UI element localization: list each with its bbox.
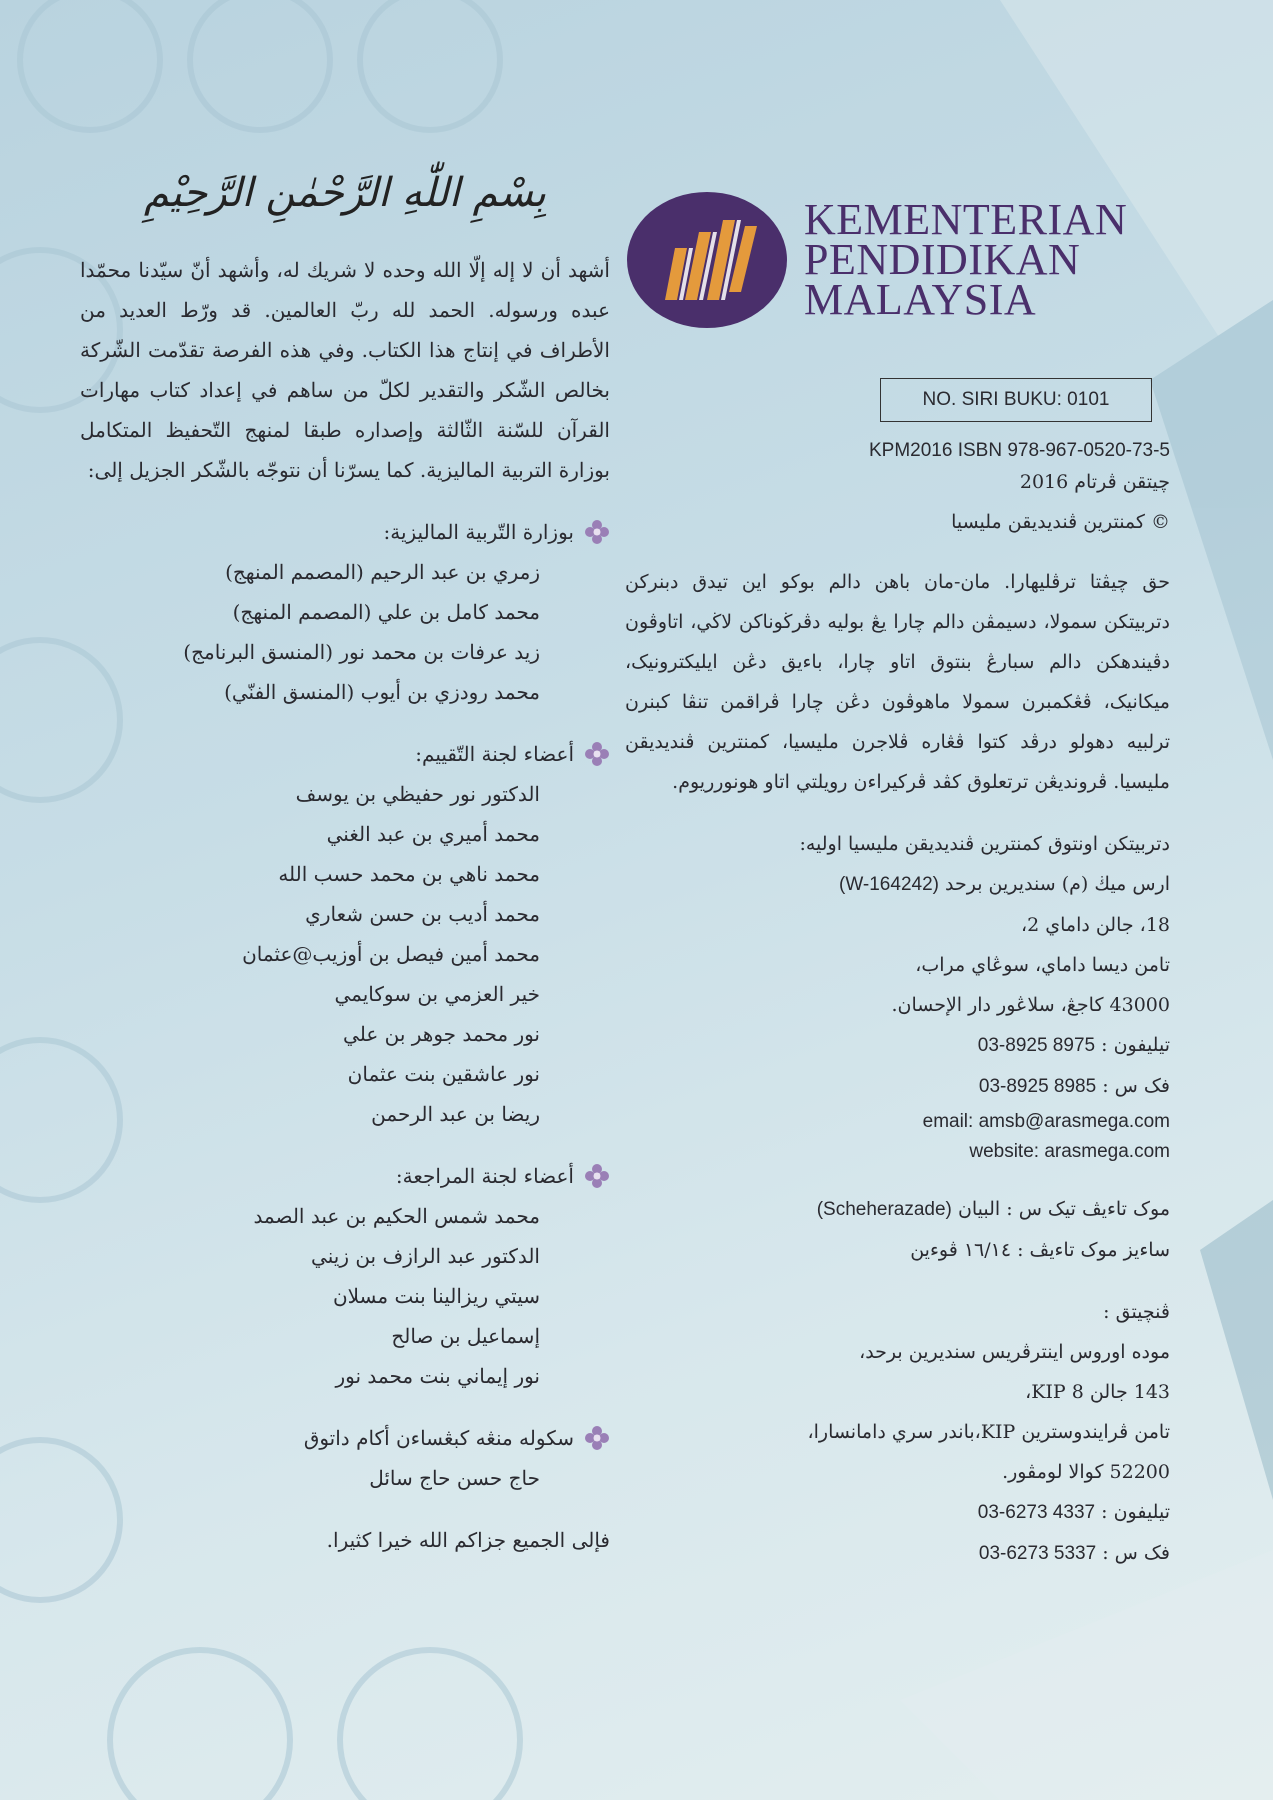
typeface-line	[625, 1189, 1170, 1230]
publication-info-column	[625, 190, 1170, 1574]
printer-name: موده اوروس اينترڤريس سنديرين برحد،	[859, 1341, 1170, 1363]
list-item: الدكتور نور حفيظي بن يوسف	[295, 782, 540, 806]
list-item: نور عاشقين بنت عثمان	[347, 1062, 540, 1086]
printer-label: ڤنچيتق :	[1103, 1301, 1170, 1323]
list-item: زمري بن عبد الرحيم (المصمم المنهج)	[225, 560, 540, 584]
publisher-address-line: تامن ديسا داماي، سوڠاي مراب،	[915, 954, 1170, 976]
list-item: نور محمد جوهر بن علي	[343, 1022, 540, 1046]
flower-bullet-icon	[584, 1425, 610, 1451]
section-ministry	[80, 512, 610, 712]
publisher-website: website: arasmega.com	[969, 1141, 1170, 1162]
list-item: الدكتور عبد الرازف بن زيني	[311, 1244, 540, 1268]
typeface-info	[625, 1189, 1170, 1270]
logo-text-line: MALAYSIA	[804, 275, 1037, 324]
publisher-name: ارس ميڬ (م) سنديرين برحد	[945, 873, 1170, 895]
section-review-committee	[80, 1156, 610, 1396]
print-year: چيتقن ڤرتام 2016	[1019, 471, 1170, 493]
publisher-address-line: 43000 كاجڠ، سلاڠور دار الإحسان.	[891, 994, 1170, 1016]
publisher-name-line	[625, 864, 1170, 905]
section-heading: سكوله منڠه كبڠساءن أكام داتوق	[303, 1426, 574, 1450]
printer-address-line: 143 جالن KIP 8،	[1025, 1381, 1170, 1403]
typeface-size: ساءيز موک تاءيڤ : ١٦/١٤ ڤوءين	[910, 1239, 1170, 1261]
section-heading: أعضاء لجنة التّقييم:	[415, 742, 574, 766]
ministry-logo	[625, 190, 1170, 330]
name-list	[80, 1458, 610, 1498]
logo-text-line: PENDIDIKAN	[804, 235, 1081, 284]
phone-number: 03-6273 4337	[977, 1502, 1096, 1523]
publisher-fax	[625, 1066, 1170, 1107]
printer-address-line: تامن ڤرايندوسترين KIP،باندر سري دامانسارا،	[807, 1421, 1170, 1443]
fax-label: فک س :	[1102, 1542, 1170, 1564]
logo-text-line: KEMENTERIAN	[804, 195, 1128, 244]
phone-number: 03-8925 8975	[977, 1035, 1096, 1056]
acknowledgement-column	[80, 170, 610, 1560]
printer-address-line: 52200 كوالا لومڤور.	[1002, 1461, 1170, 1483]
publisher-address-line: 18، جالن داماي 2،	[1020, 914, 1170, 936]
list-item: محمد ناهي بن محمد حسب الله	[278, 862, 540, 886]
section-school	[80, 1418, 610, 1498]
fax-number: 03-6273 5337	[978, 1543, 1097, 1564]
fax-label: فک س :	[1102, 1075, 1170, 1097]
section-heading: بوزارة التّربية الماليزية:	[383, 520, 574, 544]
publisher-intro: دتربيتكن اونتوق كمنترين ڤنديديقن مليسيا اوليه:	[799, 833, 1170, 855]
publisher-info	[625, 824, 1170, 1167]
list-item: نور إيماني بنت محمد نور	[335, 1364, 540, 1388]
name-list	[80, 774, 610, 1134]
name-list	[80, 552, 610, 712]
flower-bullet-icon	[584, 1163, 610, 1189]
bismillah-calligraphy: بِسْمِ اللّٰهِ الرَّحْمٰنِ الرَّحِيْمِ	[143, 170, 547, 216]
list-item: محمد أديب بن حسن شعاري	[305, 902, 540, 926]
section-evaluation-committee	[80, 734, 610, 1134]
publisher-phone	[625, 1025, 1170, 1066]
phone-label: تيليفون :	[1101, 1034, 1170, 1056]
list-item: زيد عرفات بن محمد نور (المنسق البرنامج)	[183, 640, 540, 664]
closing-thanks: فإلى الجميع جزاكم الله خيرا كثيرا.	[326, 1528, 610, 1552]
typeface-label: موک تاءيڤ تيک س : البيان	[957, 1198, 1170, 1220]
publisher-email: email: amsb@arasmega.com	[922, 1111, 1170, 1132]
list-item: محمد كامل بن علي (المصمم المنهج)	[232, 600, 540, 624]
list-item: سيتي ريزالينا بنت مسلان	[332, 1284, 540, 1308]
list-item: إسماعيل بن صالح	[391, 1324, 540, 1348]
acknowledgement-intro: أشهد أن لا إله إلّا الله وحده لا شريك له، وأشهد أنّ سيّدنا محمّدا عبده ورسوله. الحمد لله ربّ العالمين. قد ورّط العديد من الأطراف في إنتاج هذا الكتاب. وفي هذه الفرصة تقدّمت الشّركة بخالص الشّكر والتقدير لكلّ من ساهم في إعداد كتاب مهارات القرآن للسّنة الثّالثة وإصداره طبقا لمنهج التّحفيظ المتكامل بوزارة التربية الماليزية. كما يسرّنا أن نتوجّه بالشّكر الجزيل إلى:	[80, 258, 610, 482]
list-item: محمد شمس الحكيم بن عبد الصمد	[253, 1204, 540, 1228]
copyright: © كمنترين ڤنديديقن مليسيا	[951, 511, 1170, 533]
fax-number: 03-8925 8985	[978, 1076, 1097, 1097]
publisher-registration: (W-164242)	[839, 874, 939, 895]
book-serial-number: NO. SIRI BUKU: 0101	[880, 378, 1152, 422]
typeface-name: (Scheherazade)	[816, 1199, 952, 1220]
list-item: خير العزمي بن سوكايمي	[334, 982, 540, 1006]
isbn: KPM2016 ISBN 978-967-0520-73-5	[868, 440, 1170, 461]
list-item: محمد أميري بن عبد الغني	[326, 822, 540, 846]
ministry-logo-icon	[625, 190, 790, 330]
flower-bullet-icon	[584, 741, 610, 767]
list-item: محمد رودزي بن أيوب (المنسق الفنّي)	[224, 680, 540, 704]
printer-fax	[625, 1533, 1170, 1574]
flower-bullet-icon	[584, 519, 610, 545]
printer-info	[625, 1292, 1170, 1574]
list-item: محمد أمين فيصل بن أوزيب@عثمان	[242, 942, 540, 966]
section-heading: أعضاء لجنة المراجعة:	[395, 1164, 574, 1188]
printer-phone	[625, 1492, 1170, 1533]
list-item: حاج حسن حاج سائل	[369, 1466, 540, 1490]
phone-label: تيليفون :	[1101, 1501, 1170, 1523]
name-list	[80, 1196, 610, 1396]
list-item: ريضا بن عبد الرحمن	[371, 1102, 540, 1126]
rights-notice: حق چيڤتا ترڤليهارا. مان-مان باهن دالم بوكو اين تيدق دبنركن دتربيتكن سمولا، دسيمڤن دالم چارا يڠ بوليه دڤرڬوناكن لاڬي، اتاوڤون دڤيندهكن دالم سبارڠ بنتوق اتاو چارا، باءيق دڠن ايليكترونيک، ميكانيک، ڤڠكمبرن سمولا ماهوڤون دڠن چارا ڤراقمن تنڤا كبنرن ترلبيه دهولو درڤد كتوا ڤڠاره ڤلاجرن مليسيا، كمنترين ڤنديديقن مليسيا. ڤرونديڠن ترتعلوق كڤد ڤركيراءن رويلتي اتاو هونورريوم.	[625, 571, 1170, 793]
